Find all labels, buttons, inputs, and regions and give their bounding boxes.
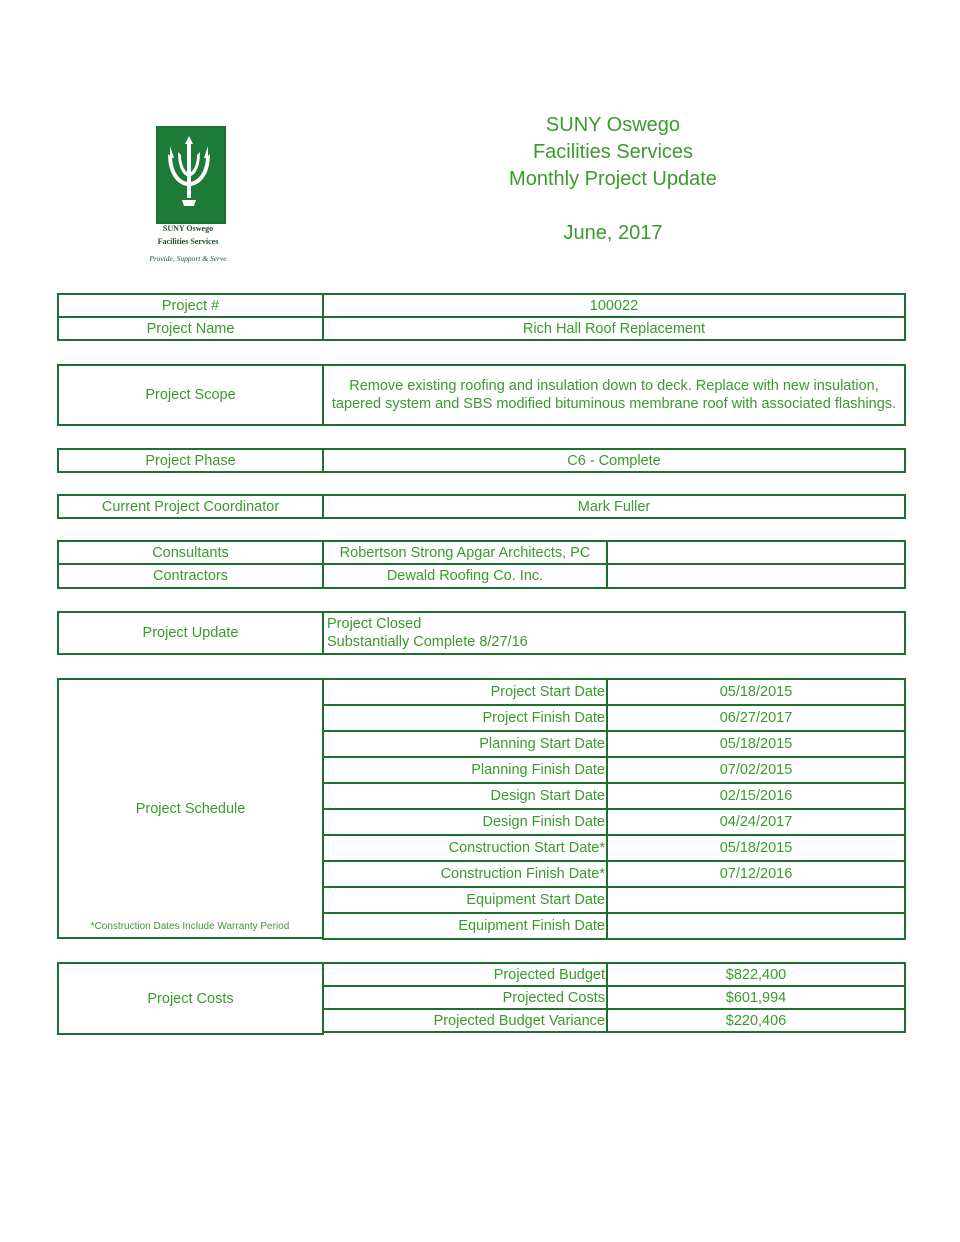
project-update-value <box>322 611 906 655</box>
schedule-row-value: 07/12/2016 <box>606 860 906 888</box>
consultants-extra <box>606 540 906 565</box>
coordinator-value: Mark Fuller <box>322 494 906 519</box>
project-costs-label: Project Costs <box>57 962 324 1035</box>
project-number-value: 100022 <box>322 293 906 318</box>
project-update-label: Project Update <box>57 611 324 655</box>
cost-row-label: Projected Costs <box>322 985 608 1010</box>
cost-row-value: $220,406 <box>606 1008 906 1033</box>
project-schedule-label: Project Schedule <box>57 678 324 939</box>
project-number-label: Project # <box>57 293 324 318</box>
schedule-row-label: Design Finish Date <box>322 808 608 836</box>
schedule-row-label: Construction Start Date* <box>322 834 608 862</box>
schedule-row-value <box>606 912 906 940</box>
cost-row-label: Projected Budget Variance <box>322 1008 608 1033</box>
project-scope-value: Remove existing roofing and insulation down to deck. Replace with new insulation, tapered system and SBS modified bituminous membrane roof with associated flashings. <box>322 364 906 426</box>
trident-icon <box>156 126 226 224</box>
cost-row-value: $601,994 <box>606 985 906 1010</box>
header-dept: Facilities Services <box>532 141 694 163</box>
schedule-row-label: Construction Finish Date* <box>322 860 608 888</box>
schedule-row-label: Project Finish Date <box>322 704 608 732</box>
logo-tagline: Provide, Support & Serve <box>149 254 227 263</box>
project-name-value: Rich Hall Roof Replacement <box>322 316 906 341</box>
header-org: SUNY Oswego <box>545 114 681 136</box>
project-update-line-2: Substantially Complete 8/27/16 <box>327 634 528 650</box>
header-date: June, 2017 <box>563 222 663 244</box>
contractors-value: Dewald Roofing Co. Inc. <box>322 563 608 589</box>
header-report-title: Monthly Project Update <box>509 168 717 190</box>
cost-row-label: Projected Budget <box>322 962 608 987</box>
schedule-row-label: Planning Finish Date <box>322 756 608 784</box>
contractors-extra <box>606 563 906 589</box>
project-update-line-1: Project Closed <box>327 616 422 632</box>
schedule-row-label: Project Start Date <box>322 678 608 706</box>
schedule-row-value: 05/18/2015 <box>606 834 906 862</box>
schedule-row-value: 02/15/2016 <box>606 782 906 810</box>
cost-row-value: $822,400 <box>606 962 906 987</box>
schedule-row-value <box>606 886 906 914</box>
schedule-row-value: 04/24/2017 <box>606 808 906 836</box>
schedule-row-value: 07/02/2015 <box>606 756 906 784</box>
project-phase-value: C6 - Complete <box>322 448 906 473</box>
logo-line-2: Facilities Services <box>157 237 219 246</box>
schedule-footnote: *Construction Dates Include Warranty Period <box>90 921 290 932</box>
schedule-row-label: Equipment Start Date <box>322 886 608 914</box>
project-phase-label: Project Phase <box>57 448 324 473</box>
schedule-row-label: Design Start Date <box>322 782 608 810</box>
project-scope-label: Project Scope <box>57 364 324 426</box>
project-name-label: Project Name <box>57 316 324 341</box>
consultants-label: Consultants <box>57 540 324 565</box>
schedule-row-value: 06/27/2017 <box>606 704 906 732</box>
consultants-value: Robertson Strong Apgar Architects, PC <box>322 540 608 565</box>
contractors-label: Contractors <box>57 563 324 589</box>
schedule-row-label: Planning Start Date <box>322 730 608 758</box>
schedule-row-label: Equipment Finish Date <box>322 912 608 940</box>
logo-line-1: SUNY Oswego <box>162 224 214 233</box>
coordinator-label: Current Project Coordinator <box>57 494 324 519</box>
schedule-row-value: 05/18/2015 <box>606 730 906 758</box>
schedule-row-value: 05/18/2015 <box>606 678 906 706</box>
